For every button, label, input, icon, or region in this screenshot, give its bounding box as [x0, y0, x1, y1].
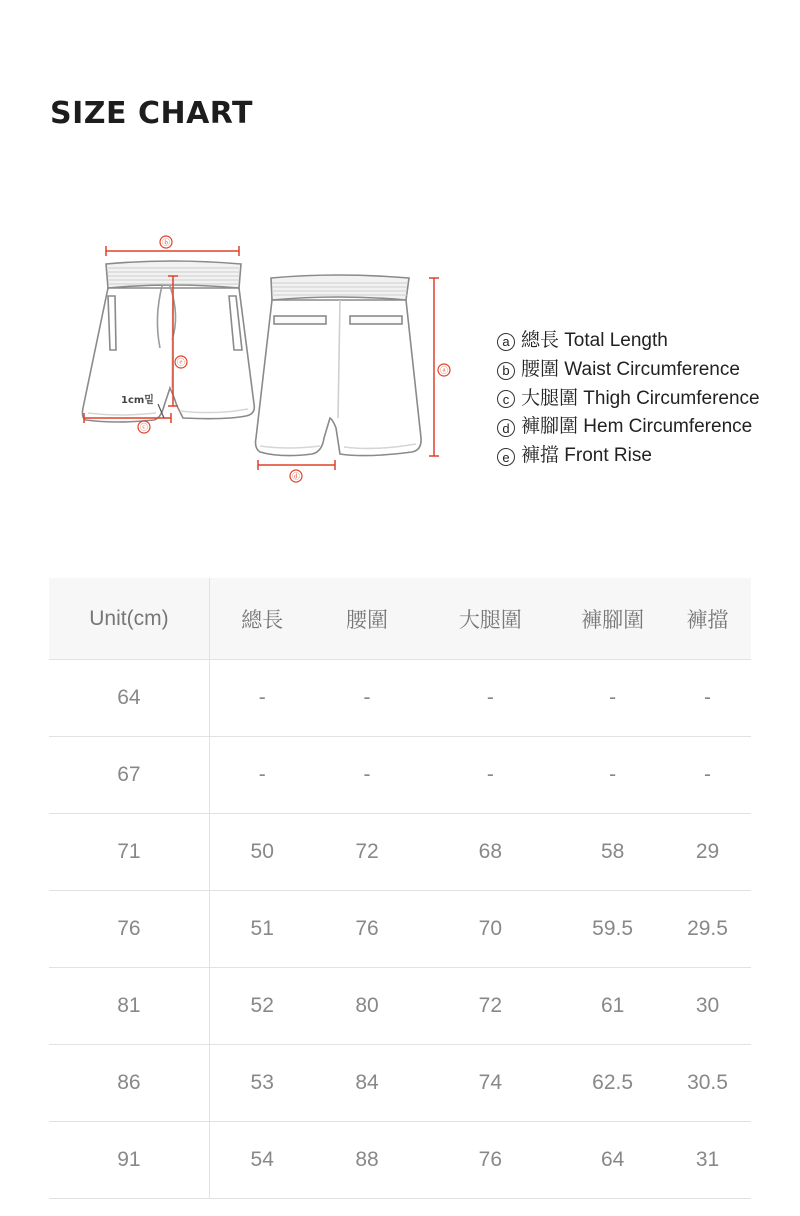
table-cell: 50 [209, 814, 314, 891]
table-row [49, 660, 751, 737]
table-cell: - [419, 660, 561, 737]
table-row [49, 1122, 751, 1199]
table-cell: 31 [664, 1122, 751, 1199]
legend-item-waist [497, 356, 760, 385]
table-cell: - [315, 737, 420, 814]
table-row [49, 891, 751, 968]
back-view [256, 275, 422, 456]
table-cell-size: 76 [49, 891, 209, 968]
table-cell: 58 [561, 814, 664, 891]
table-cell: - [664, 737, 751, 814]
table-cell: - [419, 737, 561, 814]
marker-e-label: ⓔ [177, 358, 185, 367]
column-header-total-length: 總長 [209, 578, 314, 660]
table-row [49, 1045, 751, 1122]
legend-mark: a [497, 333, 515, 351]
legend-mark: c [497, 390, 515, 408]
table-cell: 52 [209, 968, 314, 1045]
table-cell: 59.5 [561, 891, 664, 968]
table-header-row [49, 578, 751, 660]
table-cell: 88 [315, 1122, 420, 1199]
table-cell: 80 [315, 968, 420, 1045]
legend-item-front-rise [497, 442, 760, 471]
marker-c-label: ⓒ [140, 423, 148, 432]
table-cell: 70 [419, 891, 561, 968]
table-cell: 61 [561, 968, 664, 1045]
table-cell: 72 [315, 814, 420, 891]
legend-item-hem [497, 413, 760, 442]
table-cell: - [664, 660, 751, 737]
table-row [49, 968, 751, 1045]
table-cell-size: 67 [49, 737, 209, 814]
column-header-waist: 腰圍 [315, 578, 420, 660]
table-cell: - [561, 737, 664, 814]
page-title: SIZE CHART [50, 96, 254, 131]
column-header-unit: Unit(cm) [49, 578, 209, 660]
table-cell: - [209, 737, 314, 814]
table-cell-size: 86 [49, 1045, 209, 1122]
table-cell: - [209, 660, 314, 737]
marker-a-label: ⓐ [440, 366, 448, 375]
legend-item-total-length [497, 327, 760, 356]
table-cell: - [561, 660, 664, 737]
table-cell-size: 81 [49, 968, 209, 1045]
column-header-thigh: 大腿圍 [419, 578, 561, 660]
legend-text: 褲擋 Front Rise [521, 445, 652, 467]
legend-mark: d [497, 419, 515, 437]
table-cell: 29 [664, 814, 751, 891]
table-cell: 84 [315, 1045, 420, 1122]
legend-mark: e [497, 448, 515, 466]
table-cell: 68 [419, 814, 561, 891]
table-cell-size: 64 [49, 660, 209, 737]
legend-text: 腰圍 Waist Circumference [521, 358, 740, 380]
shorts-diagram [76, 228, 466, 488]
measurement-legend [497, 327, 760, 471]
table-cell: 76 [419, 1122, 561, 1199]
front-view [82, 261, 254, 422]
table-cell: 72 [419, 968, 561, 1045]
table-cell: 76 [315, 891, 420, 968]
legend-item-thigh [497, 385, 760, 414]
legend-text: 總長 Total Length [521, 330, 668, 351]
marker-b-label: ⓑ [162, 238, 170, 247]
table-cell: 51 [209, 891, 314, 968]
table-cell: 64 [561, 1122, 664, 1199]
table-cell: 62.5 [561, 1045, 664, 1122]
table-cell: - [315, 660, 420, 737]
size-table [49, 578, 751, 1199]
table-row [49, 814, 751, 891]
legend-text: 褲腳圍 Hem Circumference [521, 416, 753, 438]
table-cell: 29.5 [664, 891, 751, 968]
table-cell: 54 [209, 1122, 314, 1199]
table-cell: 53 [209, 1045, 314, 1122]
table-cell: 74 [419, 1045, 561, 1122]
table-cell: 30 [664, 968, 751, 1045]
table-row [49, 737, 751, 814]
column-header-front-rise: 褲擋 [664, 578, 751, 660]
column-header-hem: 褲腳圍 [561, 578, 664, 660]
legend-text: 大腿圍 Thigh Circumference [521, 387, 760, 409]
legend-mark: b [497, 362, 515, 380]
table-cell-size: 91 [49, 1122, 209, 1199]
below-crotch-label: 1cm밑 [121, 395, 154, 406]
marker-d-label: ⓓ [292, 472, 300, 481]
table-cell: 30.5 [664, 1045, 751, 1122]
table-cell-size: 71 [49, 814, 209, 891]
